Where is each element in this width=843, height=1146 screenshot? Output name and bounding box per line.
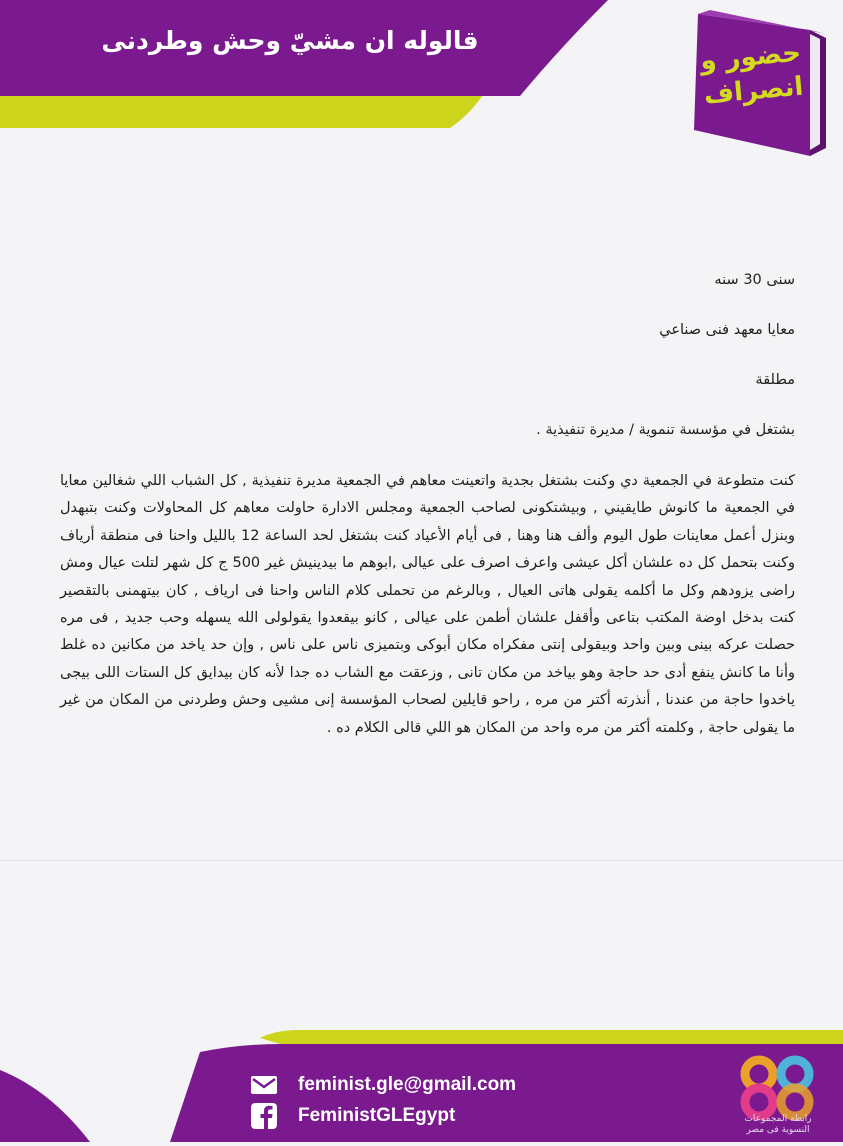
- facebook-icon: [250, 1103, 278, 1129]
- logo-caption-line1: رابطة المجموعات: [744, 1114, 812, 1124]
- age-line: سنى 30 سنه: [714, 272, 795, 288]
- book-logo-text: [690, 35, 815, 135]
- education-line: معايا معهد فنى صناعي: [659, 322, 795, 338]
- organization-logo-caption: [728, 1114, 828, 1136]
- logo-caption-line2: النسوية فى مصر: [746, 1125, 810, 1135]
- book-logo-line1: حضور و: [699, 37, 803, 77]
- page-title: قالوله ان مشيّ وحش وطردنى: [101, 26, 479, 55]
- email-contact: [250, 1070, 516, 1100]
- facebook-contact: [250, 1101, 455, 1131]
- book-logo-line2: انصراف: [702, 71, 805, 111]
- job-line: بشتغل في مؤسسة تنموية / مديرة تنفيذية .: [536, 422, 795, 438]
- content-divider: [0, 860, 843, 861]
- story-content: [60, 268, 795, 757]
- story-paragraph: كنت متطوعة في الجمعية دي وكنت بشتغل بجدية واتعينت معاهم في الجمعية مديرة تنفيذية , كل الشباب اللي شغالين معايا في الجمعية ما كانوش طايقيني , وبيشتكونى لصاحب الجمعية ومجلس الادارة حاولت معاهم كل المحاولات وكنت بتبهدل وبنزل أعمل معاينات طول اليوم وألف هنا وهنا , فى أيام الأعياد كنت بشتغل لحد الساعة 12 بالليل واحنا فى منطقة أرياف وكنت بتحمل كل ده علشان أكل عيشى واعرف اصرف على عيالى ,ابوهم ما بيدينيش غير 500 ج كل شهر لتلت عيال ومش راضى يزودهم وكل ما أكلمه يقولى هاتى العيال , وبالرغم من تحملى كلام الناس واحنا فى ارياف , كان بيتهمنى بالتقصير كنت بدخل اوضة المكتب بتاعى وأقفل علشان أطمن على عيالى , كانو بيقعدوا يقولولى الله يسهله وحب جديد , فى مره حصلت عركه بينى وبين واحد وبيقولى إنتى مفكراه مكان أبوكى وبتميزى ناس على ناس , وإن حد ياخد من مكانين ده غلط وأنا ما كانش ينفع أدى حد حاجة وهو بياخد من مكان تانى , وزعقت مع الشاب ده جدا لأنه كان بيدايق كل الستات اللى بيجى ياخدوا حاجة من عندنا , أنذرته أكتر من مره , راحو قايلين لصحاب المؤسسة إنى مشيى وحش وطردنى من المكان من غير ما يقولى حاجة , وكلمته أكتر من مره واحد من المكان هو اللي قالى الكلام ده .: [60, 473, 795, 736]
- mail-icon: [250, 1074, 278, 1096]
- email-address[interactable]: feminist.gle@gmail.com: [298, 1074, 517, 1095]
- facebook-handle[interactable]: FeministGLEgypt: [298, 1105, 456, 1126]
- marital-status-line: مطلقة: [755, 372, 795, 388]
